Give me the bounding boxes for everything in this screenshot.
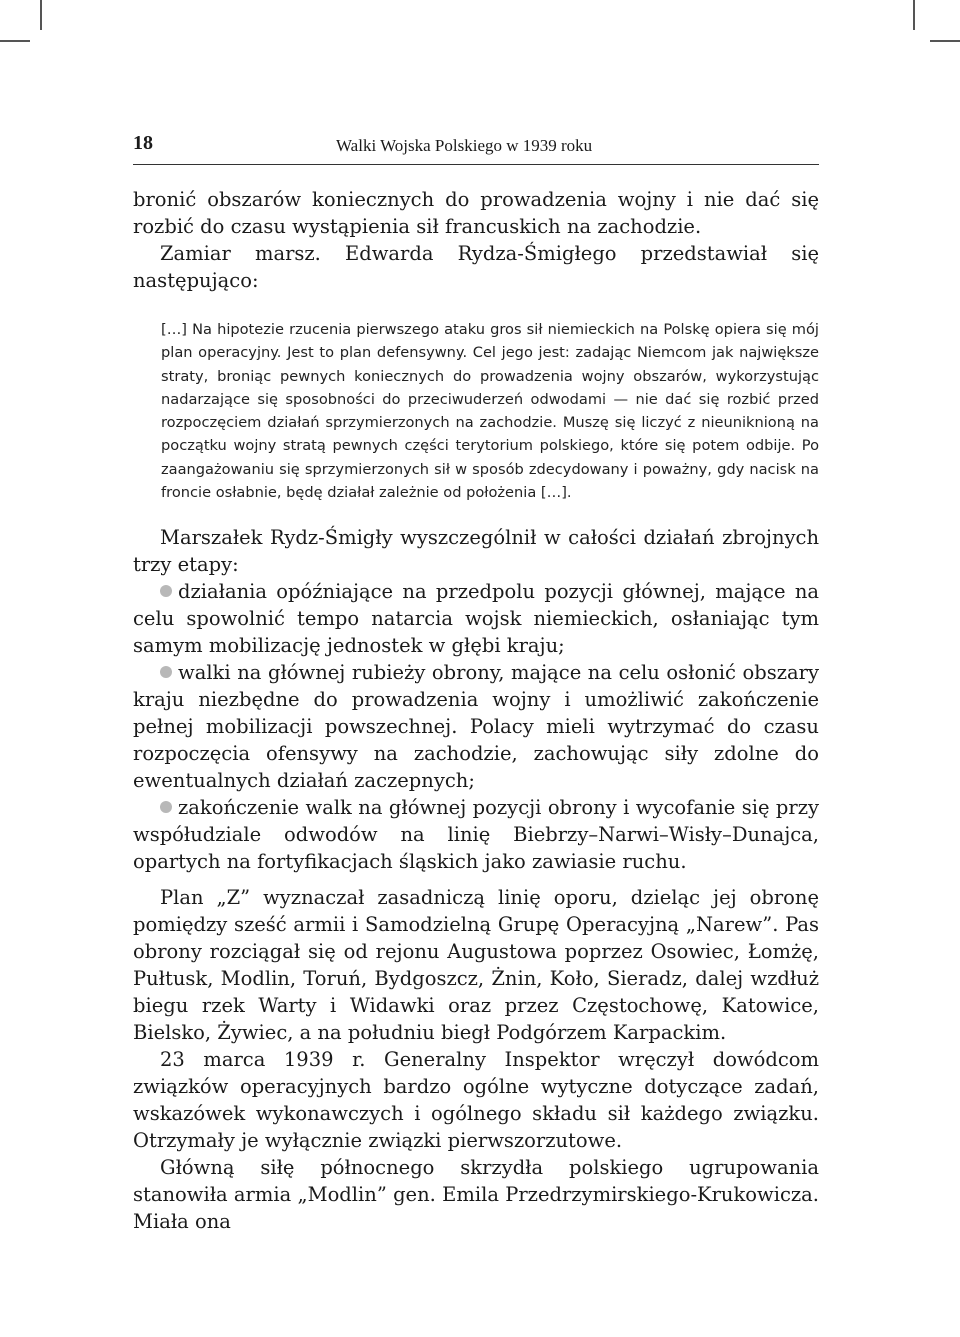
stages-block <box>133 524 819 875</box>
plan-block <box>133 884 819 1235</box>
stage-item-1 <box>133 578 819 659</box>
stage-item-3 <box>133 794 819 875</box>
plan-paragraph-1: Plan „Z” wyznaczał zasadniczą linię oporu, dzieląc jej obronę pomiędzy sześć armii i Samodzielną Grupę Operacyjną „Narew”. Pas obrony rozciągał się od rejonu Augustowa poprzez Osowiec, Łomżę, Pułtusk, Modlin, Toruń, Bydgoszcz, Żnin, Koło, Sieradz, dalej wzdłuż biegu rzek Warty i Widawki oraz przez Częstochowę, Katowice, Bielsko, Żywiec, a na południu biegł Podgórzem Karpackim. <box>133 886 819 1044</box>
block-quote: […] Na hipotezie rzucenia pierwszego ataku gros sił niemieckich na Polskę opiera się mój plan operacyjny. Jest to plan defensywny. Cel jego jest: zadając Niemcom jak największe straty, broniąc pewnych koniecznych do prowadzenia wojny obszarów, wykorzystując nadarzające się sposobności do przeciwuderzeń odwodami — nie dać się rozbić przed rozpoczęciem działań sprzymierzonych na zachodzie. Muszę się liczyć z nieuniknioną na początku wojny stratą pewnych części terytorium polskiego, które się potem odbije. Po zaangażowaniu się sprzymierzonych sił w sposób zdecydowany i poważny, gdy nacisk na froncie osłabnie, będę działał zależnie od położenia […]. <box>161 321 819 502</box>
crop-mark-left <box>0 40 30 42</box>
crop-mark-top-right <box>913 0 915 30</box>
crop-mark-right <box>930 40 960 42</box>
plan-paragraph-3: Główną siłę północnego skrzydła polskiego ugrupowania stanowiła armia „Modlin” gen. Emila Przedrzymirskiego-Krukowicza. Miała ona <box>133 1156 819 1233</box>
crop-mark-top-left <box>40 0 42 30</box>
running-title: Walki Wojska Polskiego w 1939 roku <box>336 136 593 155</box>
stage-item-2 <box>133 659 819 794</box>
running-header <box>133 128 819 165</box>
stage-item-1-text: działania opóźniające na przedpolu pozycji głównej, mające na celu spowolnić tempo natarcia wojsk niemieckich, osłaniając tym samym mobilizację jednostek w głębi kraju; <box>133 580 819 657</box>
intro-paragraph-2: Zamiar marsz. Edwarda Rydza-Śmigłego przedstawiał się następująco: <box>133 242 819 292</box>
stages-lead: Marszałek Rydz-Śmigły wyszczególnił w całości działań zbrojnych trzy etapy: <box>133 526 819 576</box>
bullet-icon <box>160 666 172 678</box>
stage-item-2-text: walki na głównej rubieży obrony, mające na celu osłonić obszary kraju niezbędne do prowadzenia wojny i umożliwić zakończenie pełnej mobilizacji powszechnej. Polacy mieli wytrzymać do czasu rozpoczęcia ofensywy na zachodzie, zachowując siły zdolne do ewentualnych działań zaczepnych; <box>133 661 819 792</box>
bullet-icon <box>160 801 172 813</box>
intro-block <box>133 186 819 294</box>
plan-paragraph-2: 23 marca 1939 r. Generalny Inspektor wręczył dowódcom związków operacyjnych bardzo ogólne wytyczne dotyczące zadań, wskazówek wykonawczych i ogólnego składu sił każdego związku. Otrzymały je wyłącznie związki pierwszorzutowe. <box>133 1048 819 1152</box>
stage-item-3-text: zakończenie walk na głównej pozycji obrony i wycofanie się przy współudziale odwodów na linię Biebrzy–Narwi–Wisły–Dunajca, opartych na fortyfikacjach śląskich jako zawiasie ruchu. <box>133 796 819 873</box>
intro-paragraph-1: bronić obszarów koniecznych do prowadzenia wojny i nie dać się rozbić do czasu wystąpienia sił francuskich na zachodzie. <box>133 188 819 238</box>
page-number: 18 <box>133 132 153 154</box>
bullet-icon <box>160 585 172 597</box>
